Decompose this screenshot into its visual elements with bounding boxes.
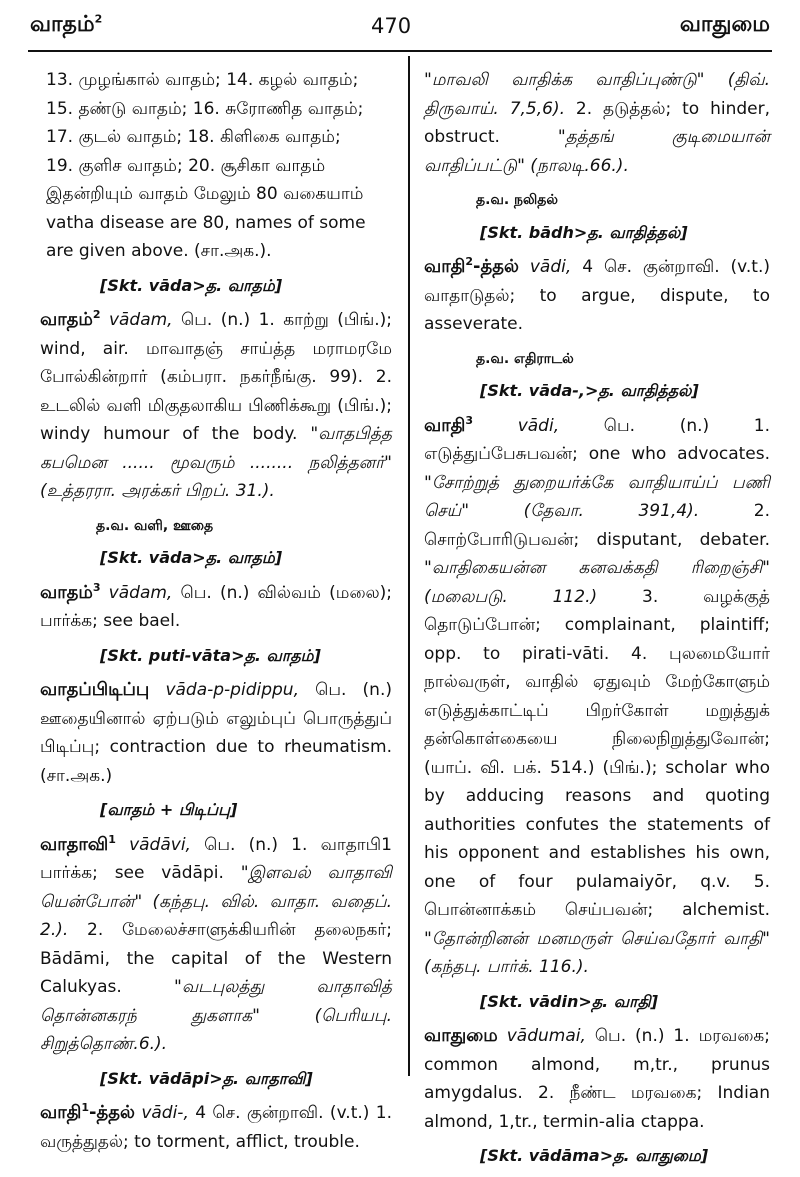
headword: வாதி$^2$-த்தல் bbox=[424, 255, 519, 277]
tamil-equivalent: த.வ. வளி, ஊதை bbox=[96, 517, 214, 534]
definition: 4 செ. குன்றாவி. (v.t.) வாதாடுதல்; to argue, dispute, to asseverate. bbox=[424, 257, 771, 334]
dictionary-entry bbox=[424, 253, 770, 339]
list-line: vatha disease are 80, names of some bbox=[46, 212, 366, 233]
left-column bbox=[40, 66, 392, 1162]
dictionary-entry bbox=[424, 412, 770, 982]
quotation: "வாதிகையன்ன கனவக்கதி ரிறைஞ்சி" (மலைபடு. 112.) bbox=[424, 558, 770, 607]
source-note: [Skt. vādāpi>த. வாதாவி] bbox=[100, 1068, 313, 1088]
header-right-word: வாதுமை bbox=[679, 12, 770, 37]
definition: பெ. (n.) வில்வம் (மலை); பார்க்க; see bael. bbox=[40, 582, 392, 631]
quotation: "மாவலி வாதிக்க வாதிப்புண்டு" (திவ். திருவாய். 7,5,6). bbox=[424, 70, 770, 119]
source-note: [Skt. vādāma>த. வாதுமை] bbox=[480, 1146, 709, 1165]
transliteration: vādāvi, bbox=[129, 834, 191, 855]
headword: வாதி$^1$-த்தல் bbox=[40, 1101, 135, 1123]
headword: வாதப்பிடிப்பு bbox=[40, 679, 150, 700]
quotation: "சோற்றுத் துறையர்க்கே வாதியாய்ப் பணி செய்" (தேவா. 391,4). bbox=[424, 472, 770, 521]
quotation: "தத்தங் குடிமையான் வாதிப்பட்டு" (நாலடி.66.). bbox=[424, 127, 770, 176]
transliteration: vāda-p-pidippu, bbox=[165, 680, 299, 700]
definition: பெ. (n.) 1. எடுத்துப்பேசுபவன்; one who advocates. bbox=[424, 415, 771, 464]
definition: பெ. (n.) ஊதையினால் ஏற்படும் எலும்புப் பொருத்துப் பிடிப்பு; contraction due to rheumatism. (சா.அக.) bbox=[40, 680, 392, 786]
transliteration: vādi, bbox=[529, 257, 572, 277]
page-header bbox=[30, 6, 770, 46]
transliteration: vādumai, bbox=[506, 1026, 586, 1046]
list-line: இதன்றியும் வாதம் மேலும் 80 வகையாம் bbox=[46, 184, 364, 204]
definition: 3. வழக்குத் தொடுப்போன்; complainant, plaintiff; opp. to pirati-vāti. 4. புலமையோர் நால்வருள், வாதில் ஏதுவும் மேற்கோளும் எடுத்துக்காட்டிப் பிறர்கோள் மறுத்துக் தன்கொள்கையை நிலைநிறுத்துவோன்; (யாப். வி. பக். 514.) (பிங்.); scholar who by adducing reasons and quoting authorities confutes the statements of his opponent and establishes his own, one of four pulamaiyōr, q.v. 5. பொன்னாக்கம் செய்பவன்; alchemist. bbox=[424, 586, 771, 920]
list-line: are given above. (சா.அக.). bbox=[46, 241, 272, 261]
quotation: "தோன்றினன் மனமருள் செய்வதோர் வாதி" (கந்தபு. பார்க். 116.). bbox=[424, 928, 770, 977]
definition: பெ. (n.) 1. காற்று (பிங்.); wind, air. மாவாதஞ் சாய்த்த மராமரமே போல்கின்றார் (கம்பரா. நகர்நீங்கு. 99). 2. உடலில் வளி மிகுதலாகிய பிணிக்கூறு (பிங்.); windy humour of the body. bbox=[40, 310, 393, 444]
transliteration: vādam, bbox=[108, 310, 173, 330]
transliteration: vādam, bbox=[108, 582, 173, 603]
quotation: "வாதபித்த கபமென ...... மூவரும் ........ நலித்தனர்" (உத்தரரா. அரக்கர் பிறப். 31.). bbox=[40, 424, 393, 501]
definition: 2. மேலைச்சாளுக்கியரின் தலைநகர்; Bādāmi, the capital of the Western Calukyas. bbox=[40, 920, 393, 997]
definition: 4 செ. குன்றாவி. (v.t.) 1. வருத்துதல்; to torment, afflict, trouble. bbox=[40, 1103, 393, 1152]
transliteration: vādi, bbox=[517, 415, 560, 436]
list-line: 19. குளிச வாதம்; 20. சூசிகா வாதம் bbox=[46, 155, 326, 176]
header-left-word: வாதம்$^2$ bbox=[30, 12, 103, 37]
dictionary-entry bbox=[40, 1099, 392, 1156]
tamil-equivalent: த.வ. நலிதல் bbox=[476, 192, 559, 208]
definition: பெ. (n.) 1. வாதாபி1 பார்க்க; see vādāpi. bbox=[40, 834, 393, 883]
source-note: [Skt. vāda>த. வாதம்] bbox=[100, 548, 283, 567]
header-rule bbox=[28, 50, 772, 52]
list-line: 17. குடல் வாதம்; 18. கிளிகை வாதம்; bbox=[46, 127, 341, 147]
dictionary-entry bbox=[40, 306, 392, 506]
list-continuation bbox=[40, 66, 392, 266]
source-note: [வாதம் + பிடிப்பு] bbox=[100, 800, 238, 819]
list-line: 15. தண்டு வாதம்; 16. சுரோணித வாதம்; bbox=[46, 98, 364, 119]
definition: பெ. (n.) 1. மரவகை; common almond, m,tr., prunus amygdalus. 2. நீண்ட மரவகை; Indian almond, 1,tr., termin-alia ctappa. bbox=[424, 1026, 771, 1132]
headword: வாதி$^3$ bbox=[424, 413, 474, 436]
definition: 2. தடுத்தல்; to hinder, obstruct. bbox=[424, 98, 770, 147]
headword: வாதாவி$^1$ bbox=[40, 832, 116, 855]
quotation: "இளவல் வாதாவி யென்போன்" (கந்தபு. வில். வாதா. வதைப். 2.). bbox=[40, 863, 393, 940]
transliteration: vādi-, bbox=[141, 1103, 189, 1123]
source-note: [Skt. vāda-,>த. வாதித்தல்] bbox=[480, 381, 699, 400]
source-note: [Skt. vādin>த. வாதி] bbox=[480, 991, 658, 1011]
headword: வாதம்$^3$ bbox=[40, 580, 101, 603]
dictionary-entry bbox=[40, 676, 392, 790]
dictionary-entry bbox=[424, 1022, 770, 1136]
quotation: "வடபுலத்து வாதாவித் தொன்னகரந் துகளாக" (பெரியபு. சிறுத்தொண்.6.). bbox=[40, 977, 393, 1054]
definition: 2. சொற்போரிடுபவன்; disputant, debater. bbox=[424, 501, 770, 550]
list-line: 13. முழங்கால் வாதம்; 14. கழல் வாதம்; bbox=[46, 70, 359, 90]
dictionary-entry bbox=[40, 831, 392, 1059]
headword: வாதுமை bbox=[424, 1025, 498, 1046]
tamil-equivalent: த.வ. எதிராடல் bbox=[476, 350, 574, 367]
right-column bbox=[424, 66, 770, 1177]
column-divider bbox=[408, 56, 410, 1076]
source-note: [Skt. vāda>த. வாதம்] bbox=[100, 275, 283, 295]
headword: வாதம்$^2$ bbox=[40, 308, 101, 330]
dictionary-entry bbox=[40, 579, 392, 636]
page-number: 470 bbox=[371, 14, 412, 38]
source-note: [Skt. bādh>த. வாதித்தல்] bbox=[480, 222, 688, 242]
source-note: [Skt. puti-vāta>த. வாதம்] bbox=[100, 645, 321, 665]
entry-continuation bbox=[424, 66, 770, 180]
